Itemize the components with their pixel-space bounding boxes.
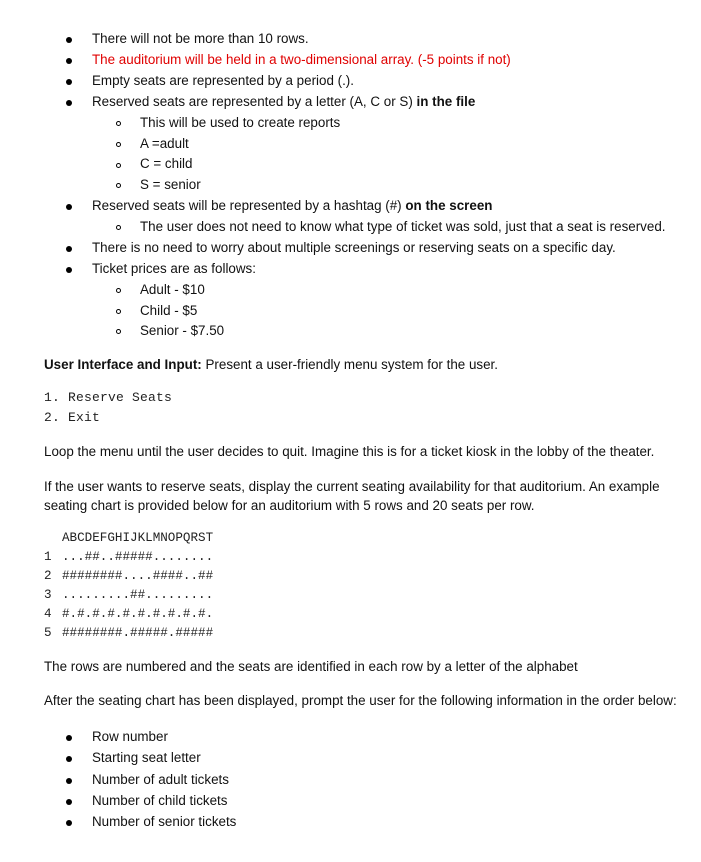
list-item: Empty seats are represented by a period (.).	[92, 73, 354, 88]
circle-bullet-icon	[116, 163, 121, 168]
sub-list-item: The user does not need to know what type of ticket was sold, just that a seat is reserved.	[140, 219, 666, 234]
circle-bullet-icon	[116, 309, 121, 314]
menu-option: 2. Exit	[44, 410, 101, 425]
bullet-icon	[66, 735, 72, 741]
list-item: There will not be more than 10 rows.	[92, 31, 309, 46]
seat-row: ########....####..##	[62, 569, 214, 583]
circle-bullet-icon	[116, 183, 121, 188]
list-item: Reserved seats are represented by a letter (A, C or S) in the file	[92, 94, 476, 109]
bullet-icon	[66, 100, 72, 106]
bullet-icon	[66, 267, 72, 273]
bullet-icon	[66, 778, 72, 784]
list-item-warning: The auditorium will be held in a two-dimensional array. (-5 points if not)	[92, 52, 511, 67]
paragraph: The rows are numbered and the seats are identified in each row by a letter of the alphabet	[44, 659, 578, 674]
sub-list-item: S = senior	[140, 177, 201, 192]
seat-row: .........##.........	[62, 588, 214, 602]
paragraph: seating chart is provided below for an auditorium with 5 rows and 20 seats per row.	[44, 498, 535, 513]
list-item: Number of adult tickets	[92, 772, 229, 787]
seat-row-number: 2	[44, 569, 52, 583]
seat-row-number: 3	[44, 588, 52, 602]
seat-row-number: 5	[44, 626, 52, 640]
seat-row-number: 1	[44, 550, 52, 564]
bullet-icon	[66, 246, 72, 252]
list-item: There is no need to worry about multiple screenings or reserving seats on a specific day.	[92, 240, 616, 255]
menu-option: 1. Reserve Seats	[44, 390, 173, 405]
bullet-icon	[66, 37, 72, 43]
list-item: Ticket prices are as follows:	[92, 261, 256, 276]
seat-row-number: 4	[44, 607, 52, 621]
sub-list-item: This will be used to create reports	[140, 115, 341, 130]
circle-bullet-icon	[116, 288, 121, 293]
list-item: Starting seat letter	[92, 750, 201, 765]
sub-list-item: C = child	[140, 156, 193, 171]
circle-bullet-icon	[116, 142, 121, 147]
bullet-icon	[66, 79, 72, 85]
circle-bullet-icon	[116, 225, 121, 230]
bullet-icon	[66, 799, 72, 805]
circle-bullet-icon	[116, 329, 121, 334]
sub-list-item: Adult - $10	[140, 282, 205, 297]
list-item: Number of senior tickets	[92, 814, 237, 829]
circle-bullet-icon	[116, 121, 121, 126]
paragraph: After the seating chart has been displayed, prompt the user for the following information in the order below:	[44, 693, 677, 708]
sub-list-item: Senior - $7.50	[140, 323, 225, 338]
list-item: Reserved seats will be represented by a hashtag (#) on the screen	[92, 198, 493, 213]
seat-row: ...##..#####........	[62, 550, 214, 564]
bullet-icon	[66, 204, 72, 210]
paragraph: Loop the menu until the user decides to quit. Imagine this is for a ticket kiosk in the lobby of the theater.	[44, 444, 655, 459]
bullet-icon	[66, 58, 72, 64]
seat-letters-header: ABCDEFGHIJKLMNOPQRST	[62, 531, 214, 545]
list-item: Row number	[92, 729, 168, 744]
sub-list-item: Child - $5	[140, 303, 198, 318]
list-item: Number of child tickets	[92, 793, 228, 808]
paragraph: If the user wants to reserve seats, display the current seating availability for that auditorium. An example	[44, 479, 660, 494]
bullet-icon	[66, 820, 72, 826]
sub-list-item: A =adult	[140, 136, 189, 151]
bullet-icon	[66, 756, 72, 762]
section-heading: User Interface and Input: Present a user-friendly menu system for the user.	[44, 357, 498, 372]
seat-row: #.#.#.#.#.#.#.#.#.#.	[62, 607, 214, 621]
seat-row: ########.#####.#####	[62, 626, 214, 640]
